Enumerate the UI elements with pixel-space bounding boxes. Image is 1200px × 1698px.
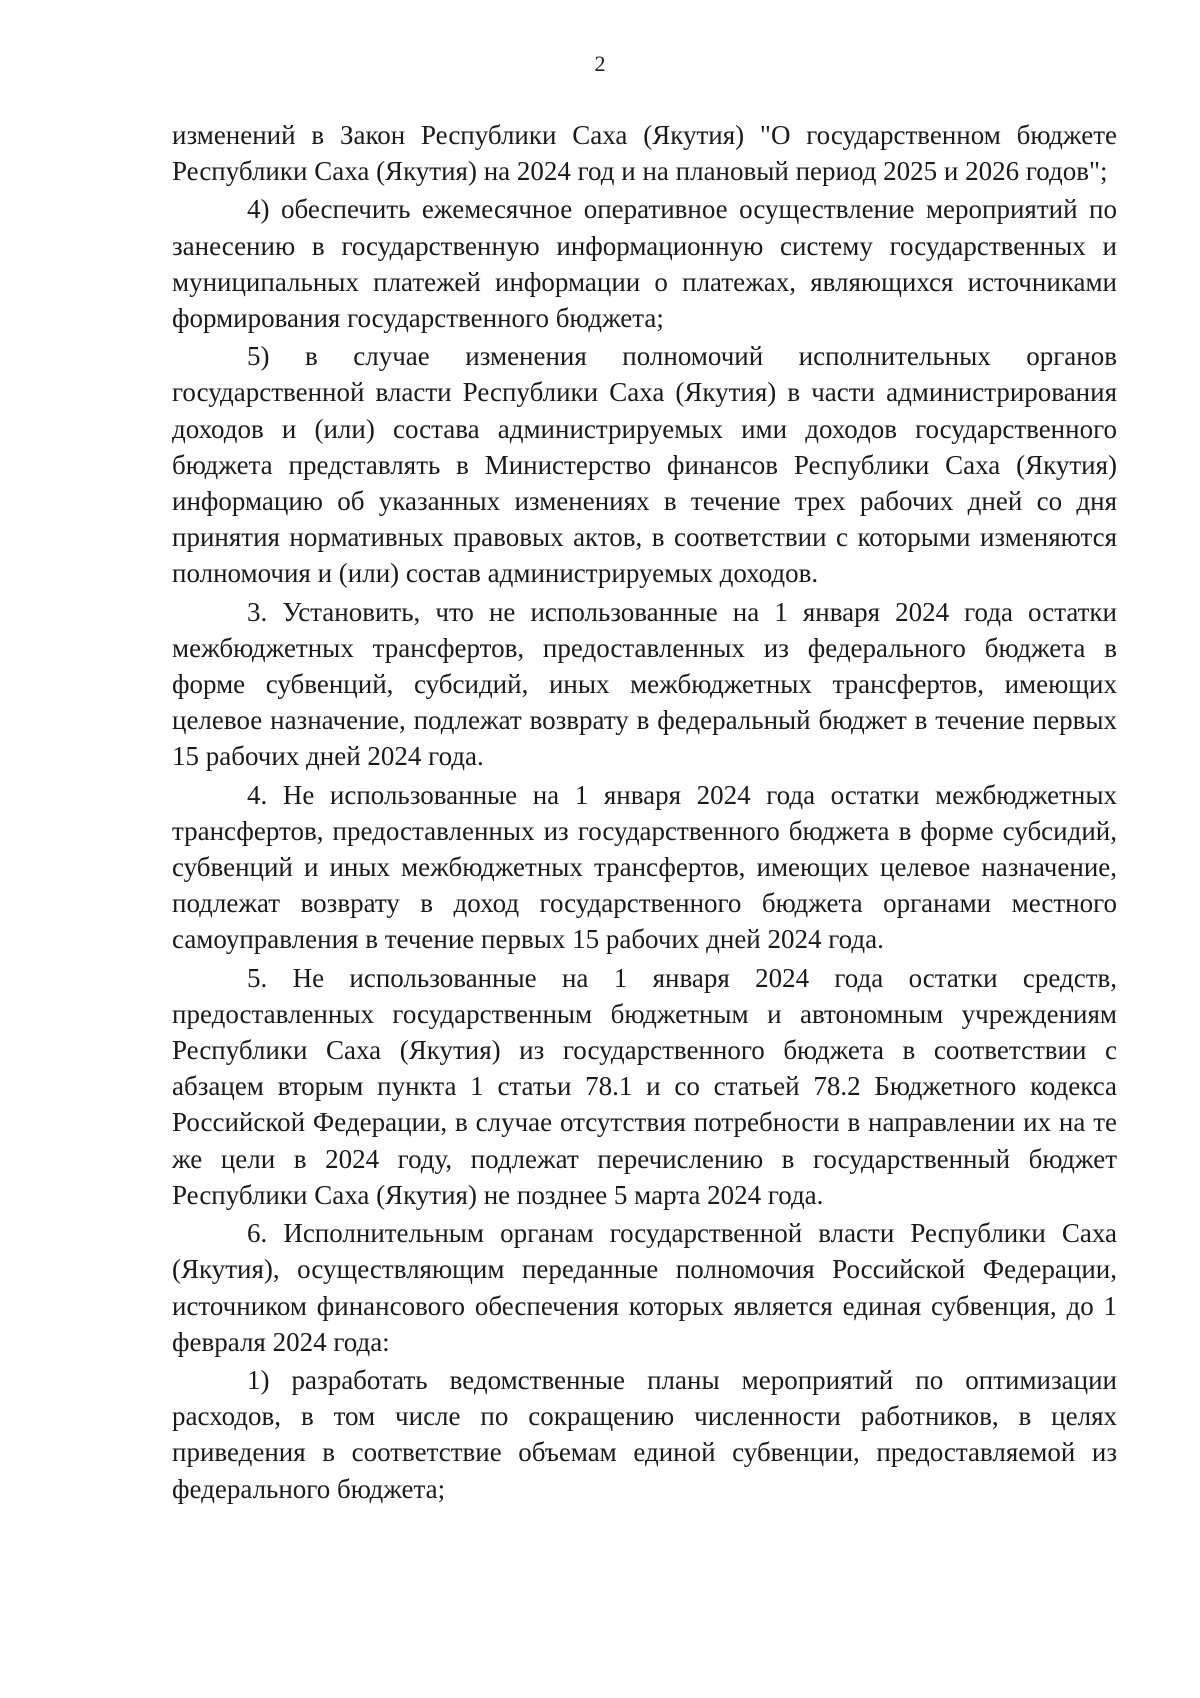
paragraph-section-4: 4. Не использованные на 1 января 2024 года остатки межбюджетных трансфертов, предоставленных из государственного бюджета в форме субсидий, субвенций и иных межбюджетных трансфертов, имеющих целевое назначение, подлежат возврату в доход государственного бюджета органами местного самоуправления в течение первых 15 рабочих дней 2024 года. (172, 779, 1117, 955)
document-body (172, 117, 1117, 1509)
paragraph-item-5: 5) в случае изменения полномочий исполнительных органов государственной власти Республики Саха (Якутия) в части администрирования доходов и (или) состава администрируемых ими доходов государственного бюджета представлять в Министерство финансов Республики Саха (Якутия) информацию об указанных изменениях в течение трех рабочих дней со дня принятия нормативных правовых актов, в соответствии с которыми изменяются полномочия и (или) состав администрируемых доходов. (172, 341, 1117, 589)
page-number: 2 (594, 51, 606, 76)
paragraph-section-6: 6. Исполнительным органам государственной власти Республики Саха (Якутия), осуществляющим переданные полномочия Российской Федерации, источником финансового обеспечения которых является единая субвенция, до 1 февраля 2024 года: (172, 1218, 1117, 1357)
paragraph-item-4: 4) обеспечить ежемесячное оперативное осуществление мероприятий по занесению в государственную информационную систему государственных и муниципальных платежей информации о платежах, являющихся источниками формирования государственного бюджета; (172, 194, 1117, 334)
paragraph-section-6-item-1: 1) разработать ведомственные планы мероприятий по оптимизации расходов, в том числе по сокращению численности работников, в целях приведения в соответствие объемам единой субвенции, предоставляемой из федерального бюджета; (172, 1364, 1117, 1504)
paragraph-section-3: 3. Установить, что не использованные на 1 января 2024 года остатки межбюджетных трансфертов, предоставленных из федерального бюджета в форме субвенций, субсидий, иных межбюджетных трансфертов, имеющих целевое назначение, подлежат возврату в федеральный бюджет в течение первых 15 рабочих дней 2024 года. (172, 596, 1117, 772)
paragraph-section-5: 5. Не использованные на 1 января 2024 года остатки средств, предоставленных государственным бюджетным и автономным учреждениям Республики Саха (Якутия) из государственного бюджета в соответствии с абзацем вторым пункта 1 статьи 78.1 и со статьей 78.2 Бюджетного кодекса Российской Федерации, в случае отсутствия потребности в направлении их на те же цели в 2024 году, подлежат перечислению в государственный бюджет Республики Саха (Якутия) не позднее 5 марта 2024 года. (172, 962, 1117, 1210)
paragraph-continuation: изменений в Закон Республики Саха (Якутия) "О государственном бюджете Республики Саха (Якутия) на 2024 год и на плановый период 2025 и 2026 годов"; (172, 120, 1117, 187)
